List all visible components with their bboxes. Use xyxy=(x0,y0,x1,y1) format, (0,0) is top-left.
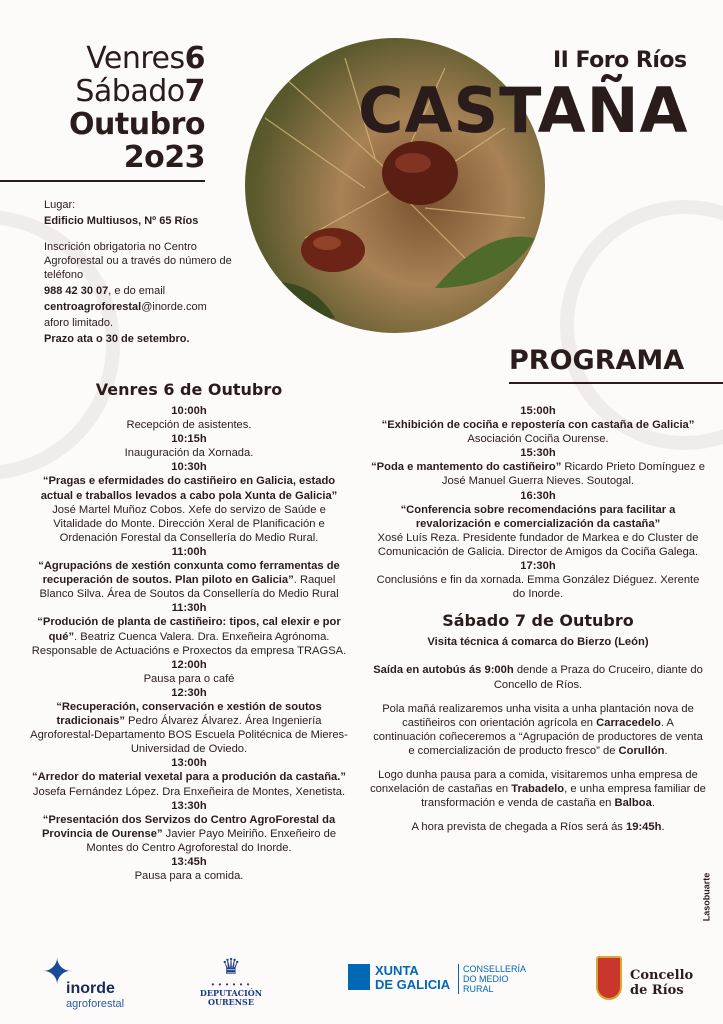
item-text: Inauguración da Xornada. xyxy=(124,447,254,460)
item-time: 17:30h xyxy=(520,560,556,573)
item-desc xyxy=(370,460,706,488)
item-text: José Martel Muñoz Cobos. Xefe do servizo de Saúde e Vitalidade do Monte. Dirección Xeral de Planificación e Ordenación Forestal da Consellería do Medio Rural. xyxy=(52,503,326,544)
item-title: “Conferencia sobre recomendacións para facilitar a revalorización e comercialización da castaña” xyxy=(400,503,676,530)
phone-number[interactable]: 988 42 30 07 xyxy=(44,285,109,297)
schedule-item xyxy=(28,686,350,756)
item-desc xyxy=(28,615,350,657)
item-text: . Beatriz Cuenca Valera. Dra. Enxeñeira Agrónoma. Responsable de Actuacións e Proxectos da empresa TRAGSA. xyxy=(31,630,347,657)
item-title: “Pragas e efermidades do castiñeiro en Galicia, estado actual e traballos levados a cabo pola Xunta de Galicia” xyxy=(40,475,338,502)
item-text: Pausa para o café xyxy=(143,672,235,685)
saturday-subheading: Visita técnica á comarca do Bierzo (León) xyxy=(427,636,649,649)
item-time: 11:00h xyxy=(171,545,207,558)
schedule-item xyxy=(370,446,706,488)
venue-label: Lugar: xyxy=(44,199,76,211)
schedule-item xyxy=(28,855,350,883)
schedule-item xyxy=(28,799,350,855)
item-text: Josefa Fernández López. Dra Enxeñeira de Montes, Xenetista. xyxy=(32,785,346,798)
schedule-item xyxy=(28,658,350,686)
saturday-paragraph-1: Saída en autobús ás 9:00h dende a Praza do Cruceiro, diante do Concello de Ríos. xyxy=(373,664,703,691)
item-title: “Exhibición de cociña e repostería con castaña de Galicia” xyxy=(381,419,695,432)
item-title: “Produción de planta de castiñeiro: tipos, cal elexir e por qué” xyxy=(37,616,341,643)
item-text: Conclusións e fin da xornada. Emma González Diéguez. Xerente do Inorde. xyxy=(376,574,700,601)
item-time: 10:15h xyxy=(171,433,207,446)
item-title: “Poda e mantemento do castiñeiro” xyxy=(371,461,562,474)
item-text: Asociación Cociña Ourense. xyxy=(467,433,609,446)
registration-text: Inscrición obrigatoria no Centro Agroforestal ou a través do número de teléfono xyxy=(44,241,232,281)
item-time: 13:45h xyxy=(171,856,207,868)
item-time: 16:30h xyxy=(520,489,556,502)
item-text: Xosé Luís Reza. Presidente fundador de Markea e do Cluster de Comunicación de Galicia. Director de Amigos da Cociña Galega. xyxy=(377,531,699,558)
item-desc xyxy=(28,813,350,855)
date-month: Outubro xyxy=(69,107,205,142)
friday-schedule xyxy=(28,380,350,883)
item-time: 15:00h xyxy=(520,405,556,417)
saturday-paragraph-2: Pola mañá realizaremos unha visita a unha plantación nova de castiñeiros con orientación agrícola en Carracedelo. A continuación coñeceremos a “Agrupación de productores de venta e comercialización de producto fresco” de Corullón. xyxy=(373,702,703,757)
inorde-logo[interactable]: ✦ inorde agroforestal xyxy=(42,951,125,1010)
item-desc xyxy=(28,770,350,798)
concello-rios-logo[interactable]: Concello de Ríos xyxy=(596,956,706,1012)
saturday-paragraph-3: Logo dunha pausa para a comida, visitaremos unha empresa de conxelación de castañas en Trabadelo, e unha empresa familiar de transformación e venda de castaña en Balboa. xyxy=(370,768,706,810)
item-time: 12:30h xyxy=(171,686,207,699)
item-title: “Agrupacións de xestión conxunta como ferramentas de recuperación de soutos. Plan piloto en Galicia” xyxy=(38,560,340,587)
date-line-2: Sábado7 xyxy=(75,74,205,109)
xunta-logo[interactable]: XUNTA DE GALICIA CONSELLERÍA DO MEDIO RURAL xyxy=(348,962,548,1002)
afternoon-and-saturday xyxy=(370,404,706,844)
schedule-item xyxy=(28,756,350,798)
schedule-item xyxy=(28,432,350,460)
schedule-item xyxy=(28,404,350,432)
star-icon: ✦ xyxy=(42,951,73,992)
event-dates xyxy=(50,42,205,174)
date-year: 2o23 xyxy=(123,140,205,175)
item-time: 10:00h xyxy=(171,405,207,417)
schedule-item xyxy=(28,460,350,545)
item-text: Pausa para a comida. xyxy=(134,870,244,883)
venue-value: Edificio Multiusos, Nº 65 Ríos xyxy=(44,215,199,227)
registration-contact: 988 42 30 07, e do email xyxy=(44,285,166,297)
divider-right xyxy=(509,382,723,384)
deputacion-logo[interactable]: ♛ • • • • • • DEPUTACIÓN OURENSE xyxy=(196,954,266,1014)
item-text: . Raquel Blanco Silva. Área de Soutos da Consellería do Medio Rural xyxy=(39,574,339,601)
coat-of-arms-icon xyxy=(596,956,622,1000)
item-text: Ricardo Prieto Domínguez e José Manuel Guerra Nieves. Soutogal. xyxy=(441,461,705,488)
item-title: “Arredor do material vexetal para a produción da castaña.” xyxy=(32,771,346,784)
item-desc xyxy=(28,559,350,601)
schedule-item xyxy=(370,559,706,601)
item-title: “Presentación dos Servizos do Centro AgroForestal da Provincia de Ourense” xyxy=(41,813,336,840)
item-time: 15:30h xyxy=(520,447,556,460)
item-text: Pedro Álvarez Álvarez. Área Ingeniería Agroforestal-Departamento BOS Escuela Politécnica de Mieres-Universidad de Oviedo. xyxy=(30,715,348,756)
item-desc xyxy=(28,700,350,756)
date-line-1: Venres6 xyxy=(86,41,205,76)
schedule-item xyxy=(28,545,350,601)
divider-left xyxy=(0,180,205,182)
item-text: Recepción de asistentes. xyxy=(126,419,252,432)
schedule-item xyxy=(28,601,350,657)
item-title: “Recuperación, conservación e xestión de soutos tradicionais” xyxy=(56,700,322,728)
xunta-emblem-icon xyxy=(348,964,370,990)
email-address[interactable]: centroagroforestal@inorde.com xyxy=(44,301,207,313)
deadline-note: Prazo ata o 30 de setembro. xyxy=(44,333,190,345)
item-time: 13:30h xyxy=(171,799,207,812)
item-time: 12:00h xyxy=(171,658,207,671)
item-time: 11:30h xyxy=(171,602,207,615)
item-time: 10:30h xyxy=(171,461,207,474)
programme-heading: PROGRAMA xyxy=(509,345,685,376)
item-text: Javier Payo Meiriño. Enxeñeiro de Montes do Centro Agroforestal do Inorde. xyxy=(86,827,337,854)
crest-icon: ♛ xyxy=(221,954,241,979)
schedule-item xyxy=(370,404,706,446)
capacity-note: aforo limitado. xyxy=(44,317,114,329)
saturday-heading: Sábado 7 de Outubro xyxy=(442,611,634,631)
sponsor-logos xyxy=(0,940,723,1024)
schedule-item xyxy=(370,489,706,559)
event-subtitle: II Foro Ríos xyxy=(553,48,687,73)
item-time: 13:00h xyxy=(171,757,207,770)
item-desc xyxy=(28,474,350,544)
designer-credit: Lasobuarte xyxy=(701,872,712,922)
event-title: CASTAÑA xyxy=(358,74,689,147)
saturday-paragraph-4: A hora prevista de chegada a Ríos será ás 19:45h. xyxy=(411,821,665,834)
venue-info xyxy=(44,198,244,348)
friday-heading: Venres 6 de Outubro xyxy=(95,380,283,399)
